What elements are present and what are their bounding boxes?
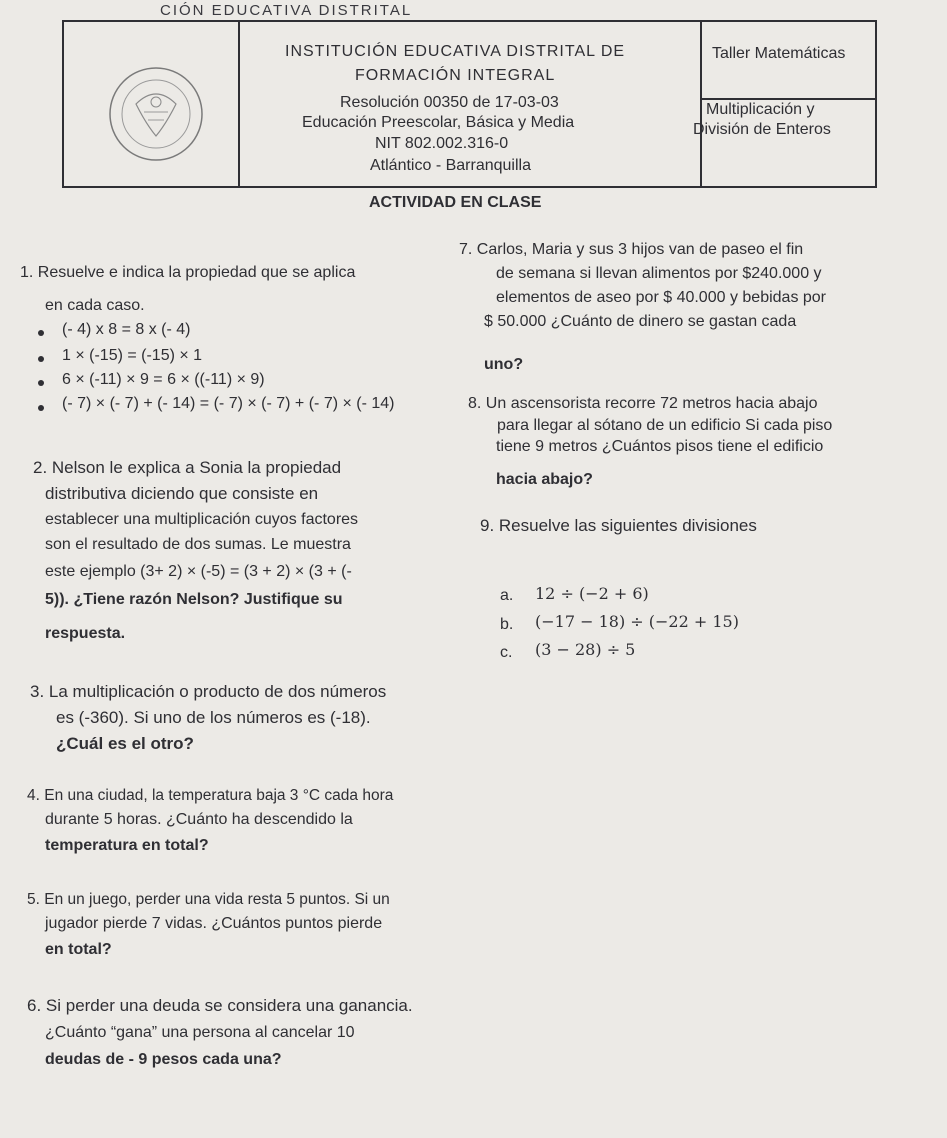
q7-line-5: uno?: [484, 356, 524, 373]
q1-item-4: (- 7) × (- 7) + (- 14) = (- 7) × (- 7) + (- 7) × (- 14): [62, 395, 395, 412]
q9-c-label: c.: [500, 644, 513, 661]
bullet-icon: [38, 330, 44, 336]
q5-line-2: jugador pierde 7 vidas. ¿Cuántos puntos pierde: [45, 915, 383, 932]
q9-a-expression: 12 ÷ (−2 + 6): [535, 584, 649, 603]
nit-text: NIT 802.002.316-0: [375, 135, 509, 152]
education-levels: Educación Preescolar, Básica y Media: [302, 114, 575, 131]
q6-line-2: ¿Cuánto “gana” una persona al cancelar 10: [45, 1024, 355, 1041]
workshop-title: Taller Matemáticas: [712, 45, 846, 62]
q2-line-4: son el resultado de dos sumas. Le muestra: [45, 536, 351, 553]
bullet-icon: [38, 405, 44, 411]
q5-line-3: en total?: [45, 941, 112, 958]
q9-b-label: b.: [500, 616, 514, 633]
q8-line-2: para llegar al sótano de un edificio Si cada piso: [497, 417, 833, 434]
q7-line-3: elementos de aseo por $ 40.000 y bebidas por: [496, 289, 827, 306]
institution-name: INSTITUCIÓN EDUCATIVA DISTRITAL DE: [285, 43, 626, 60]
q7-line-4: $ 50.000 ¿Cuánto de dinero se gastan cada: [484, 313, 797, 330]
top-header-fragment: CIÓN EDUCATIVA DISTRITAL: [160, 2, 413, 19]
q3-line-3: ¿Cuál es el otro?: [56, 734, 194, 753]
bullet-icon: [38, 380, 44, 386]
q2-line-7: respuesta.: [45, 625, 126, 642]
q9-c-expression: (3 − 28) ÷ 5: [535, 640, 636, 659]
q8-line-1: 8. Un ascensorista recorre 72 metros hacia abajo: [468, 395, 818, 412]
q3-line-1: 3. La multiplicación o producto de dos números: [30, 682, 387, 701]
q1-line-1: 1. Resuelve e indica la propiedad que se aplica: [20, 264, 356, 281]
q7-line-2: de semana si llevan alimentos por $240.000 y: [496, 265, 822, 282]
q7-line-1: 7. Carlos, Maria y sus 3 hijos van de paseo el fin: [459, 241, 804, 258]
bullet-icon: [38, 356, 44, 362]
q1-item-3: 6 × (-11) × 9 = 6 × ((-11) × 9): [62, 371, 265, 388]
location-text: Atlántico - Barranquilla: [370, 157, 531, 174]
q9-a-label: a.: [500, 587, 514, 604]
q2-line-6: 5)). ¿Tiene razón Nelson? Justifique su: [45, 591, 343, 608]
q9-title: 9. Resuelve las siguientes divisiones: [480, 516, 757, 535]
q4-line-3: temperatura en total?: [45, 837, 209, 854]
q6-line-1: 6. Si perder una deuda se considera una ganancia.: [27, 996, 413, 1015]
q8-line-4: hacia abajo?: [496, 471, 593, 488]
topic-line-1: Multiplicación y: [706, 101, 815, 118]
q5-line-1: 5. En un juego, perder una vida resta 5 puntos. Si un: [27, 891, 390, 908]
q9-b-expression: (−17 − 18) ÷ (−22 + 15): [535, 612, 739, 631]
q6-line-3: deudas de - 9 pesos cada una?: [45, 1051, 282, 1068]
topic-line-2: División de Enteros: [693, 121, 831, 138]
q1-item-1: (- 4) x 8 = 8 x (- 4): [62, 321, 191, 338]
q1-item-2: 1 × (-15) = (-15) × 1: [62, 347, 203, 364]
logo-cell: [64, 22, 240, 186]
activity-title: ACTIVIDAD EN CLASE: [369, 194, 542, 211]
q2-line-5: este ejemplo (3+ 2) × (-5) = (3 + 2) × (3 + (-: [45, 563, 352, 580]
institution-formation: FORMACIÓN INTEGRAL: [355, 67, 556, 84]
q8-line-3: tiene 9 metros ¿Cuántos pisos tiene el edificio: [496, 438, 824, 455]
school-seal-icon: [106, 64, 206, 164]
q2-line-2: distributiva diciendo que consiste en: [45, 484, 319, 503]
q3-line-2: es (-360). Si uno de los números es (-18).: [56, 708, 371, 727]
q4-line-2: durante 5 horas. ¿Cuánto ha descendido la: [45, 811, 353, 828]
resolution-text: Resolución 00350 de 17-03-03: [340, 94, 559, 111]
q2-line-3: establecer una multiplicación cuyos factores: [45, 511, 359, 528]
q4-line-1: 4. En una ciudad, la temperatura baja 3 °C cada hora: [27, 787, 394, 804]
q2-line-1: 2. Nelson le explica a Sonia la propiedad: [33, 458, 342, 477]
q1-line-2: en cada caso.: [45, 297, 145, 314]
